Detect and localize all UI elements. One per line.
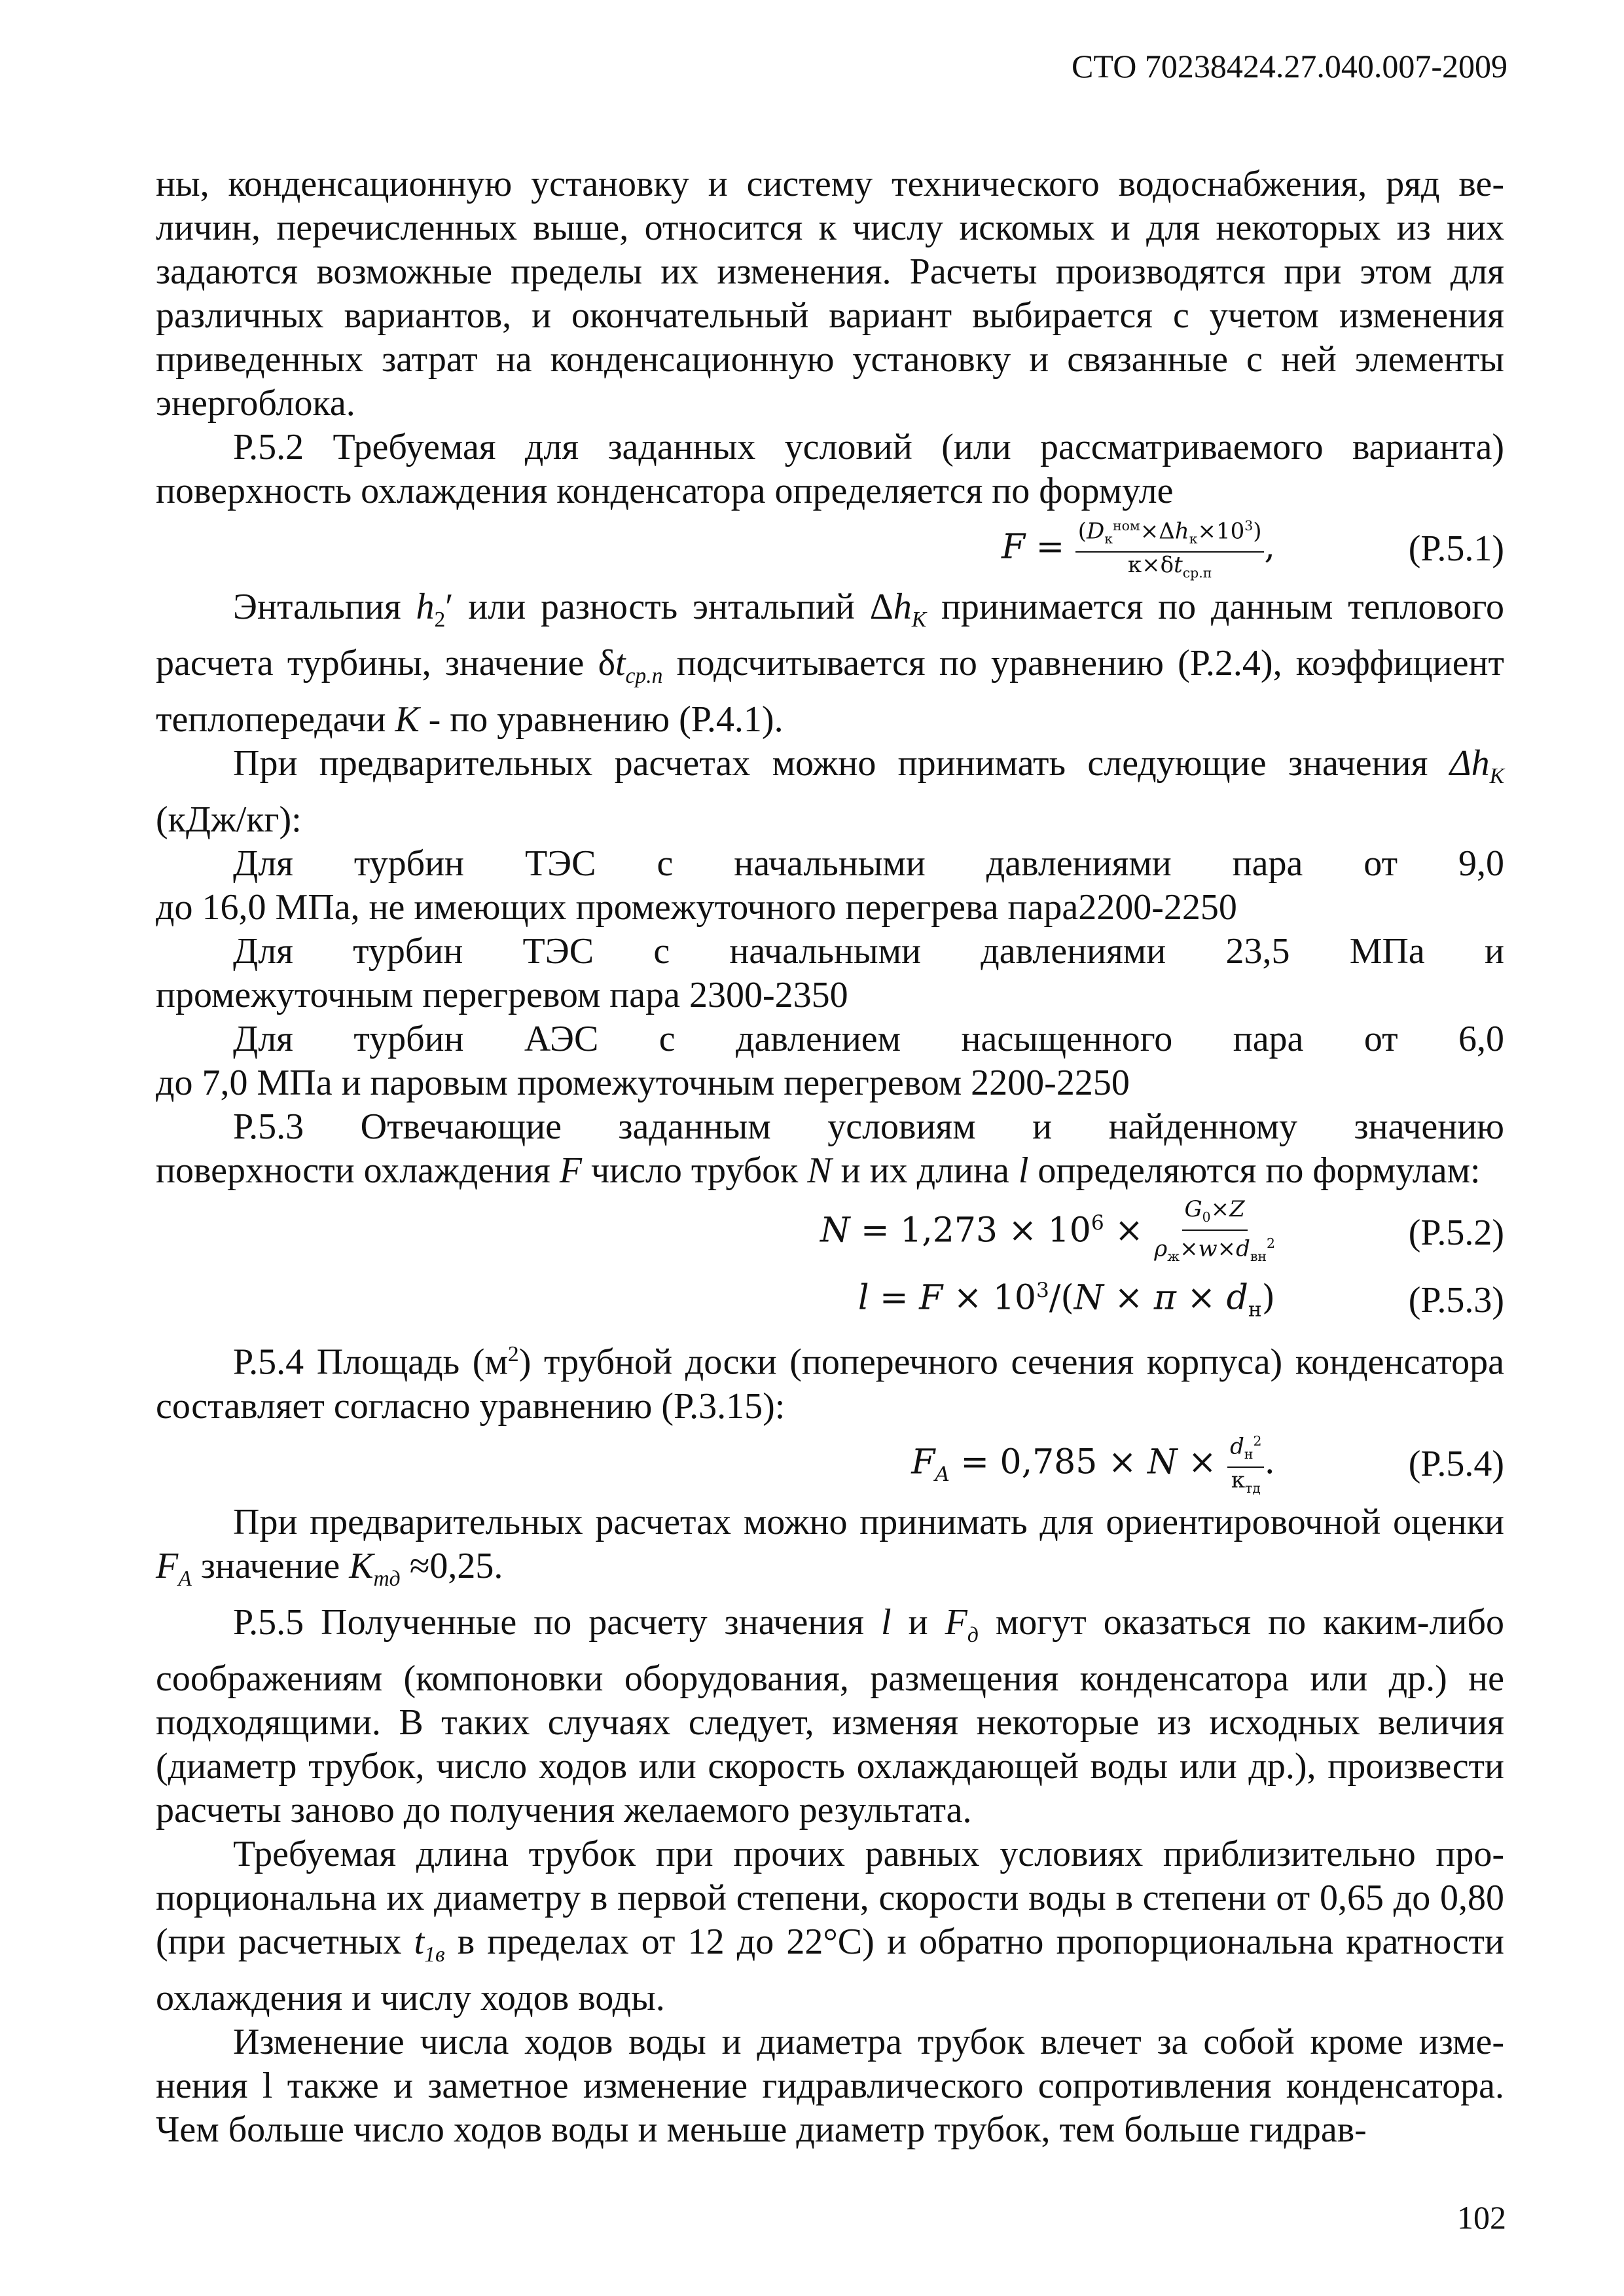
paragraph: Энтальпия $h_2'$ или разность энтальпий $\Delta h_K$ принимается по данным теплового расчета турбины, значение $\delta t_{cp.n}$ подсчитывается по уравнению (Р.2.4), коэффициент теплопередачи К - по уравнению (Р.4.1). (156, 586, 1504, 740)
formula-number: P.5.1 (1420, 528, 1492, 570)
paragraph: поверхности охлаждения F число трубок N и их длина l определяются по формулам: (156, 1150, 1481, 1192)
formula: $N = 1,273 \times 10^6$ × $\frac{G_0\times Z}{\rho_ж\times w\times d_{вн}^2}$ (820, 1196, 1275, 1265)
formula: $l = F \times 10^3/(N \times \pi \times d_н)$ (857, 1278, 1275, 1322)
formula: $F_A = 0,785 \times N$ × $\frac{d_н^2}{к_{тд}}$ . (911, 1429, 1275, 1501)
formula-row: $l = F \times 10^3/(N \times \pi \times d_н)$ (P.5.3) (156, 1269, 1504, 1332)
paragraph: Р.5.4 Площадь $(м^2)$ трубной доски (поперечного сечения корпуса) конденсатора составляет согласно уравнению (Р.3.15): (156, 1341, 1505, 1427)
formula-row: F = $\frac{(D_к^{ном}\times\Delta h_к\times 10^3)}{к\times\delta t_{ср.п}}$ , (P.5.1) (156, 513, 1504, 585)
paragraph: При предварительных расчетах можно принимать следующие значения $\Delta h_K$ (кДж/кг): (156, 743, 1504, 841)
paragraph: Для турбин ТЭС с начальными давлениями 23,5 МПа и (233, 931, 1504, 972)
paragraph: Р.5.3 Отвечающие заданным условиям и найденному значению (233, 1106, 1504, 1148)
document-body (156, 162, 1504, 2152)
paragraph: Требуемая длина трубок при прочих равных условиях приблизительно пропорциональна их диаметру в первой степени, скорости воды в степени от 0,65 до 0,80 (при расчетных $t_{1в}$ в пределах от 12 до 22°С) и обратно пропорциональна кратности охлаждения и числу ходов воды. (156, 1834, 1504, 2019)
document-header: СТО 70238424.27.040.007-2009 (1072, 48, 1507, 84)
formula-row: $F_A = 0,785 \times N$ × $\frac{d_н^2}{к_{тд}}$ . (P.5.4) (156, 1429, 1504, 1501)
formula-number: P.5.4 (1420, 1444, 1492, 1485)
paragraph: до 7,0 МПа и паровым промежуточным перегревом 2200-2250 (156, 1063, 1130, 1104)
paragraph: Для турбин ТЭС с начальными давлениями пара от 9,0 (233, 843, 1504, 884)
paragraph: При предварительных расчетах можно принимать для ориентировочной оценки $F_A$ значение $К_{тд} \approx 0,25$. (156, 1501, 1504, 1591)
paragraph: Р.5.5 Полученные по расчету значения l и $F_д$ могут оказаться по каким-либо соображениям (компоновки оборудования, размещения конденсатора или др.) не подходящими. В таких случаях следует, изменяя некоторые из исходных величия (диаметр трубок, число ходов или скорость охлаждающей воды или др.), произвести расчеты заново до получения желаемого результата. (156, 1601, 1504, 1831)
formula-number: P.5.2 (1420, 1212, 1492, 1253)
page-number: 102 (1457, 2199, 1506, 2236)
formula: F = $\frac{(D_к^{ном}\times\Delta h_к\times 10^3)}{к\times\delta t_{ср.п}}$ , (1001, 513, 1275, 585)
paragraph: Для турбин АЭС с давлением насыщенного пара от 6,0 (233, 1019, 1504, 1060)
paragraph: до 16,0 МПа, не имеющих промежуточного перегрева пара2200-2250 (156, 887, 1237, 928)
paragraph: ны, конденсационную установку и систему технического водоснабжения, ряд величин, перечисленных выше, относится к числу искомых и для некоторых из них задаются возможные пределы их изменения. Расчеты производятся при этом для различных вариантов, и окончательный вариант выбирается с учетом изменения приведенных затрат на конденсационную установку и связанные с ней элементы энергоблока. (156, 164, 1504, 424)
paragraph: Р.5.2 Требуемая для заданных условий (или рассматриваемого варианта) поверхность охлаждения конденсатора определяется по формуле (156, 427, 1504, 511)
formula-number: P.5.3 (1420, 1280, 1492, 1321)
paragraph: Изменение числа ходов воды и диаметра трубок влечет за собой кроме изменения l также и заметное изменение гидравлического сопротивления конденсатора. Чем больше число ходов воды и меньше диаметр трубок, тем больше гидрав- (156, 2022, 1504, 2151)
formula-row: $N = 1,273 \times 10^6$ × $\frac{G_0\times Z}{\rho_ж\times w\times d_{вн}^2}$ (P.5.2) (156, 1197, 1504, 1269)
paragraph: промежуточным перегревом пара 2300-2350 (156, 975, 848, 1016)
